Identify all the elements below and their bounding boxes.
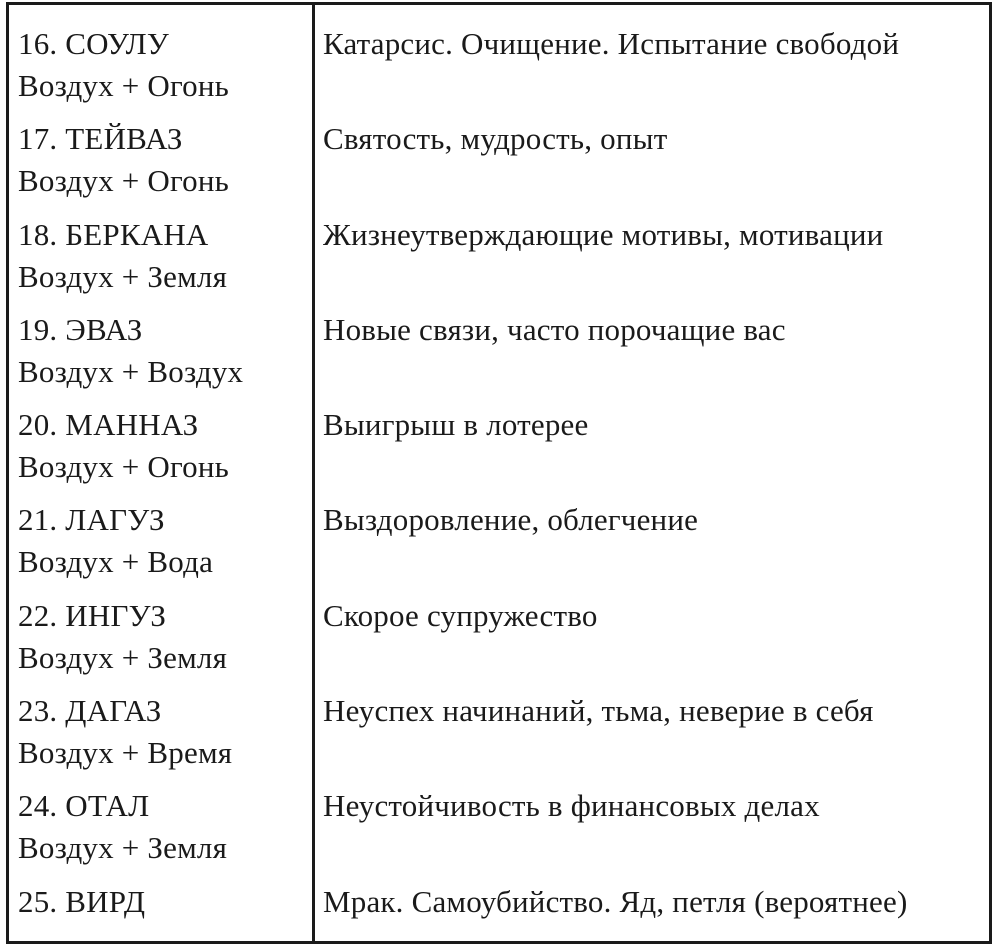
rune-cell: [18, 309, 308, 393]
table-body: [9, 23, 989, 951]
rune-name: 20. МАННАЗ: [18, 407, 199, 443]
rune-name: 21. ЛАГУЗ: [18, 502, 165, 538]
table-row: [9, 595, 989, 690]
meaning-cell: Выздоровление, облегчение: [323, 502, 699, 538]
rune-elements: Воздух + Земля: [18, 830, 228, 866]
rune-table: [6, 2, 992, 944]
meaning-cell: Выигрыш в лотерее: [323, 407, 589, 443]
rune-elements: Воздух + Воздух: [18, 353, 244, 389]
table-row: [9, 499, 989, 594]
meaning-cell: Скорое супружество: [323, 597, 598, 633]
rune-name: 17. ТЕЙВАЗ: [18, 121, 183, 157]
table-row: [9, 785, 989, 880]
rune-cell: [18, 881, 308, 923]
rune-name: 24. ОТАЛ: [18, 788, 150, 824]
meaning-cell: Катарсис. Очищение. Испытание свободой: [323, 26, 900, 61]
rune-cell: [18, 785, 308, 869]
rune-elements: Воздух + Земля: [18, 258, 228, 294]
meaning-cell: Новые связи, часто порочащие вас: [323, 311, 786, 347]
rune-cell: [18, 595, 308, 679]
table-row: [9, 881, 989, 951]
rune-cell: [18, 23, 308, 107]
rune-cell: [18, 118, 308, 202]
rune-name: 22. ИНГУЗ: [18, 597, 167, 633]
table-row: [9, 309, 989, 404]
table-row: [9, 118, 989, 213]
rune-cell: [18, 499, 308, 583]
meaning-cell: Святость, мудрость, опыт: [323, 121, 668, 157]
rune-elements: Воздух + Земля: [18, 639, 228, 675]
meaning-cell: Неуспех начинаний, тьма, неверие в себя: [323, 693, 874, 729]
rune-cell: [18, 404, 308, 488]
rune-name: 16. СОУЛУ: [18, 26, 170, 61]
meaning-cell: Мрак. Самоубийство. Яд, петля (вероятнее): [323, 883, 908, 919]
rune-cell: [18, 690, 308, 774]
table-row: [9, 214, 989, 309]
table-row: [9, 690, 989, 785]
rune-elements: Воздух + Огонь: [18, 163, 229, 199]
table-row: [9, 404, 989, 499]
rune-cell: [18, 214, 308, 298]
rune-elements: Воздух + Огонь: [18, 449, 229, 485]
rune-elements: Воздух + Вода: [18, 544, 214, 580]
rune-elements: Воздух + Время: [18, 735, 233, 771]
table-row: [9, 23, 989, 118]
rune-name: 19. ЭВАЗ: [18, 311, 143, 347]
rune-name: 25. ВИРД: [18, 883, 146, 919]
meaning-cell: Жизнеутверждающие мотивы, мотивации: [323, 216, 884, 252]
rune-name: 18. БЕРКАНА: [18, 216, 209, 252]
rune-elements: Воздух + Огонь: [18, 68, 229, 103]
meaning-cell: Неустойчивость в финансовых делах: [323, 788, 820, 824]
rune-name: 23. ДАГАЗ: [18, 693, 162, 729]
